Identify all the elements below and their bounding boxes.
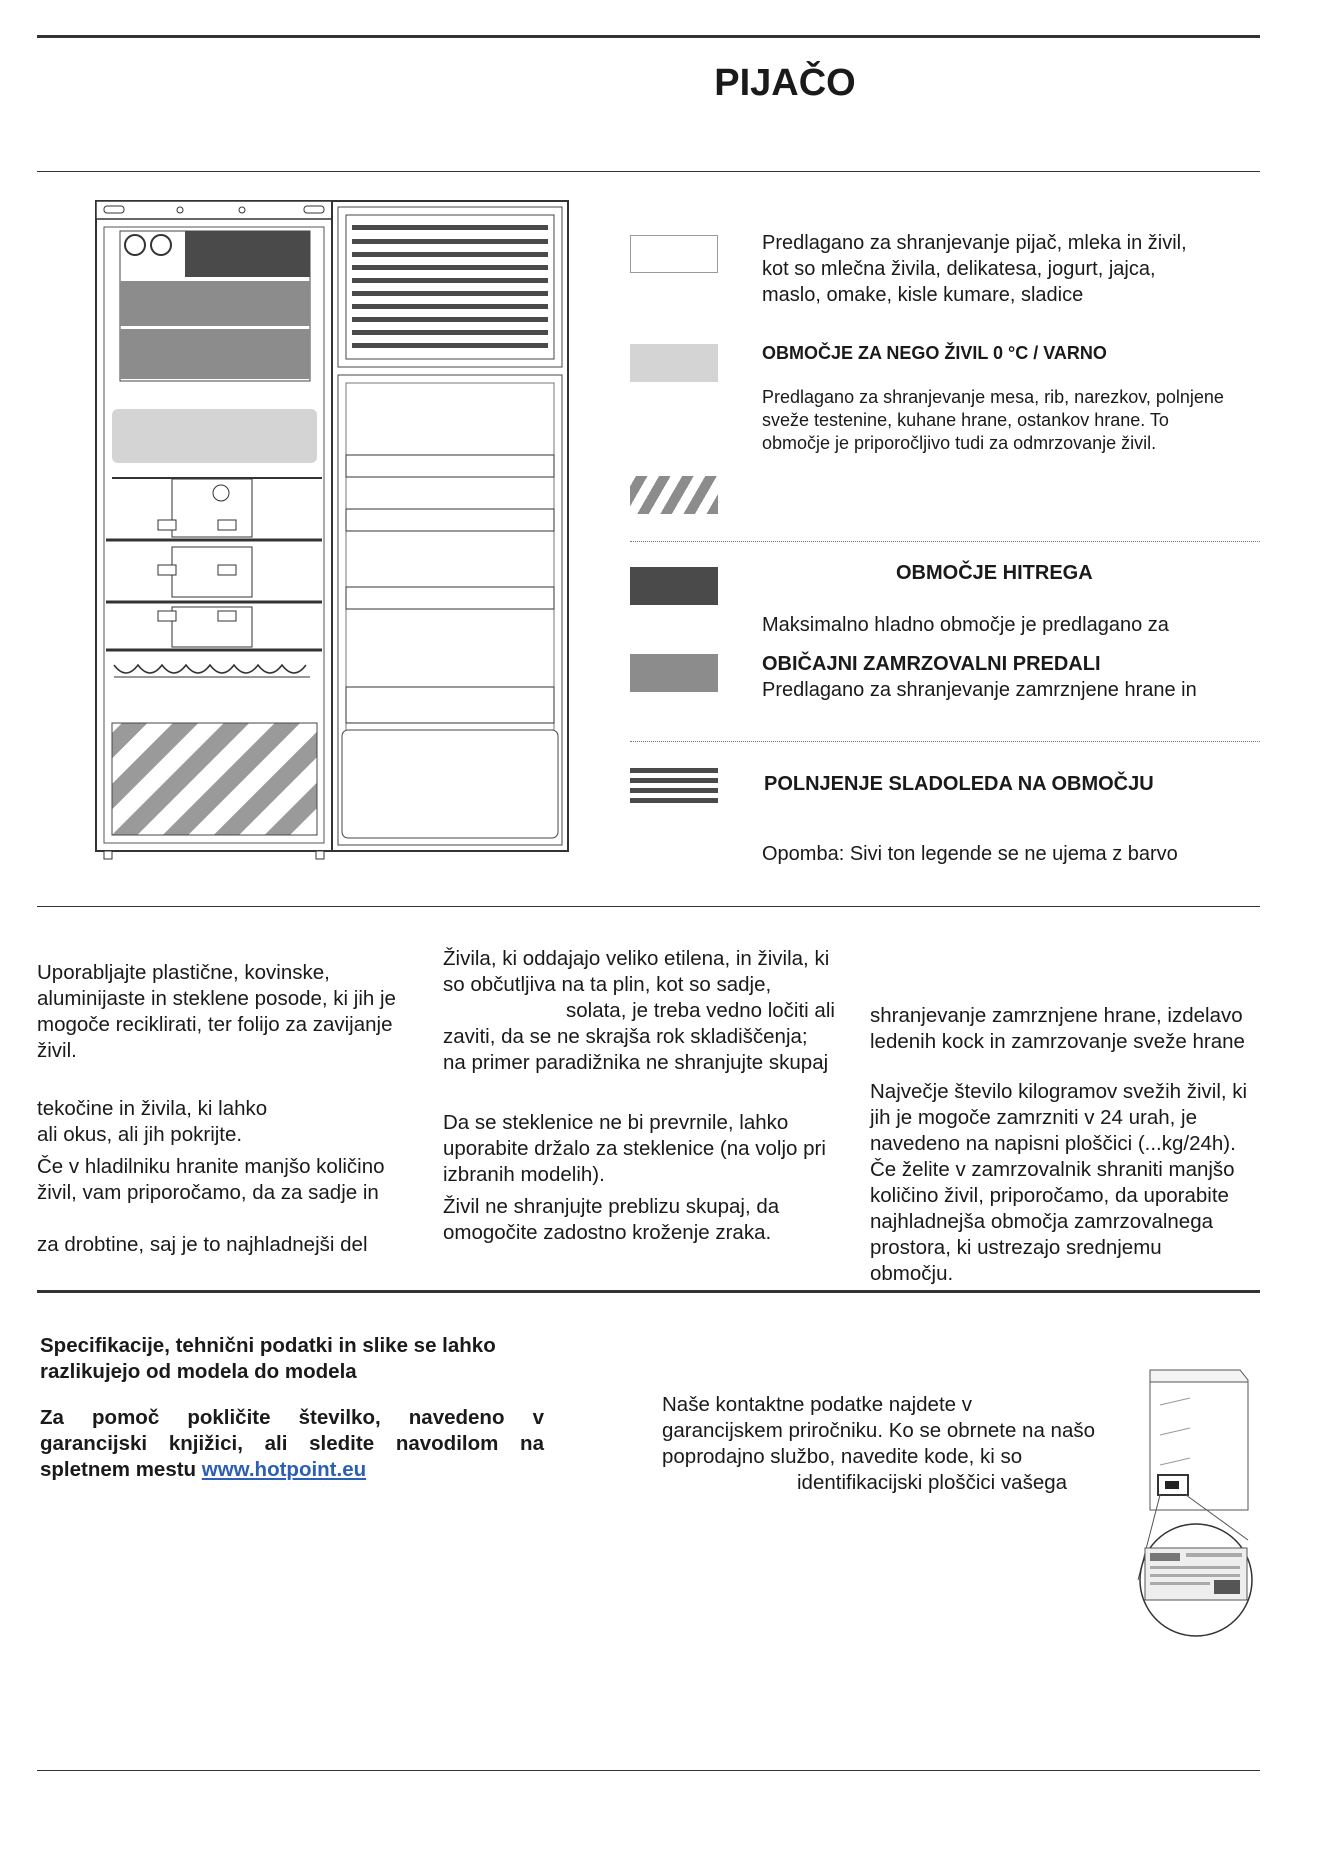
- legend-text: Predlagano za shranjevanje pijač, mleka in živil,: [762, 232, 1187, 254]
- tip-line: zaviti, da se ne skrajša rok skladiščenja;: [443, 1025, 808, 1048]
- tip-line: solata, je treba vedno ločiti ali: [566, 999, 835, 1022]
- legend-swatch-white: [630, 235, 718, 273]
- tip-line: tekočine in živila, ki lahko: [37, 1097, 268, 1120]
- legend-swatch-light-grey: [630, 344, 718, 382]
- tip-line: uporabite držalo za steklenice (na voljo pri: [443, 1137, 826, 1160]
- tips-column-1c: [37, 1154, 437, 1206]
- legend-heading: OBIČAJNI ZAMRZOVALNI PREDALI: [762, 653, 1101, 675]
- tips-column-3: [870, 1003, 1270, 1055]
- tips-column-2c: [443, 1194, 863, 1246]
- legend-text: sveže testenine, kuhane hrane, ostankov hrane. To: [762, 410, 1169, 430]
- hotpoint-link[interactable]: www.hotpoint.eu: [201, 1458, 367, 1481]
- tip-line: na primer paradižnika ne shranjujte skupaj: [443, 1051, 829, 1074]
- legend-swatch-striped: [630, 768, 718, 806]
- legend-text: kot so mlečna živila, delikatesa, jogurt, jajca,: [762, 258, 1156, 280]
- legend-text: maslo, omake, kisle kumare, sladice: [762, 284, 1084, 306]
- legend-swatch-mid-grey: [630, 654, 718, 692]
- tip-line: izbranih modelih).: [443, 1163, 605, 1186]
- help-text: Za pomoč pokličite številko, navedeno v garancijski knjižici, ali sledite navodilom na spletnem mestu www.hotpoint.eu: [40, 1406, 544, 1481]
- legend-swatch-dark-grey: [630, 567, 718, 605]
- spec-note: Specifikacije, tehnični podatki in slike se lahko razlikujejo od modela do modela: [40, 1334, 496, 1383]
- tips-column-1d: [37, 1232, 437, 1258]
- tips-column-2b: [443, 1110, 863, 1188]
- tip-line: ledenih kock in zamrzovanje sveže hrane: [870, 1030, 1245, 1053]
- bottom-rule: [37, 1770, 1260, 1771]
- tip-line: mogoče reciklirati, ter folijo za zavijanje: [37, 1013, 393, 1036]
- legend-heading: OBMOČJE HITREGA: [896, 562, 1093, 584]
- legend-heading: OBMOČJE ZA NEGO ŽIVIL 0 °C / VARNO: [762, 343, 1107, 363]
- section-rule-thick: [37, 1290, 1260, 1293]
- tip-line: omogočite zadostno kroženje zraka.: [443, 1221, 772, 1244]
- legend-text: Predlagano za shranjevanje mesa, rib, narezkov, polnjene: [762, 387, 1224, 407]
- tip-line: aluminijaste in steklene posode, ki jih je: [37, 987, 396, 1010]
- fridge-diagram: [90, 195, 580, 865]
- tips-column-3b: [870, 1079, 1270, 1287]
- tip-line: območju.: [870, 1262, 954, 1285]
- legend-heading: POLNJENJE SLADOLEDA NA OBMOČJU: [764, 773, 1154, 795]
- page-title: PIJAČO: [714, 62, 856, 104]
- tip-line: Če želite v zamrzovalnik shraniti manjšo: [870, 1158, 1235, 1181]
- section-rule: [37, 906, 1260, 907]
- tip-line: shranjevanje zamrznjene hrane, izdelavo: [870, 1004, 1243, 1027]
- tip-line: živil.: [37, 1039, 77, 1062]
- legend-text: območje je priporočljivo tudi za odmrzovanje živil.: [762, 433, 1157, 453]
- legend-divider: [630, 741, 1260, 742]
- tip-line: živil, vam priporočamo, da za sadje in: [37, 1181, 379, 1204]
- tips-column-1: [37, 960, 437, 1064]
- legend-note: Opomba: Sivi ton legende se ne ujema z barvo: [762, 843, 1178, 865]
- tip-line: Živila, ki oddajajo veliko etilena, in živila, ki: [443, 947, 830, 970]
- tips-column-1b: [37, 1096, 437, 1148]
- tip-line: količino živil, priporočamo, da uporabite: [870, 1184, 1229, 1207]
- rating-plate-illustration: [1130, 1360, 1265, 1640]
- tips-column-2: [443, 946, 863, 1076]
- legend-text: Maksimalno hladno območje je predlagano za: [762, 614, 1169, 636]
- contact-text: Naše kontaktne podatke najdete v garancijskem priročniku. Ko se obrnete na našo poprodajno službo, navedite kode, ki so identifikacijski ploščici vašega: [662, 1393, 1096, 1494]
- tip-line: za drobtine, saj je to najhladnejši del: [37, 1233, 368, 1256]
- tip-line: Največje število kilogramov svežih živil, ki: [870, 1080, 1248, 1103]
- tip-line: Da se steklenice ne bi prevrnile, lahko: [443, 1111, 789, 1134]
- section-rule: [37, 171, 1260, 172]
- tip-line: navedeno na napisni ploščici (...kg/24h).: [870, 1132, 1236, 1155]
- legend-divider: [630, 541, 1260, 542]
- legend-text: Predlagano za shranjevanje zamrznjene hrane in: [762, 679, 1197, 701]
- top-rule: [37, 35, 1260, 38]
- tip-line: prostora, ki ustrezajo srednjemu: [870, 1236, 1162, 1259]
- tip-line: ali okus, ali jih pokrijte.: [37, 1123, 243, 1146]
- tip-line: Živil ne shranjujte preblizu skupaj, da: [443, 1195, 780, 1218]
- legend-swatch-hatched: [630, 476, 718, 514]
- tip-line: Uporabljajte plastične, kovinske,: [37, 961, 330, 984]
- tip-line: so občutljiva na ta plin, kot so sadje,: [443, 973, 772, 996]
- tip-line: najhladnejša območja zamrzovalnega: [870, 1210, 1214, 1233]
- tip-line: jih je mogoče zamrzniti v 24 urah, je: [870, 1106, 1198, 1129]
- tip-line: Če v hladilniku hranite manjšo količino: [37, 1155, 385, 1178]
